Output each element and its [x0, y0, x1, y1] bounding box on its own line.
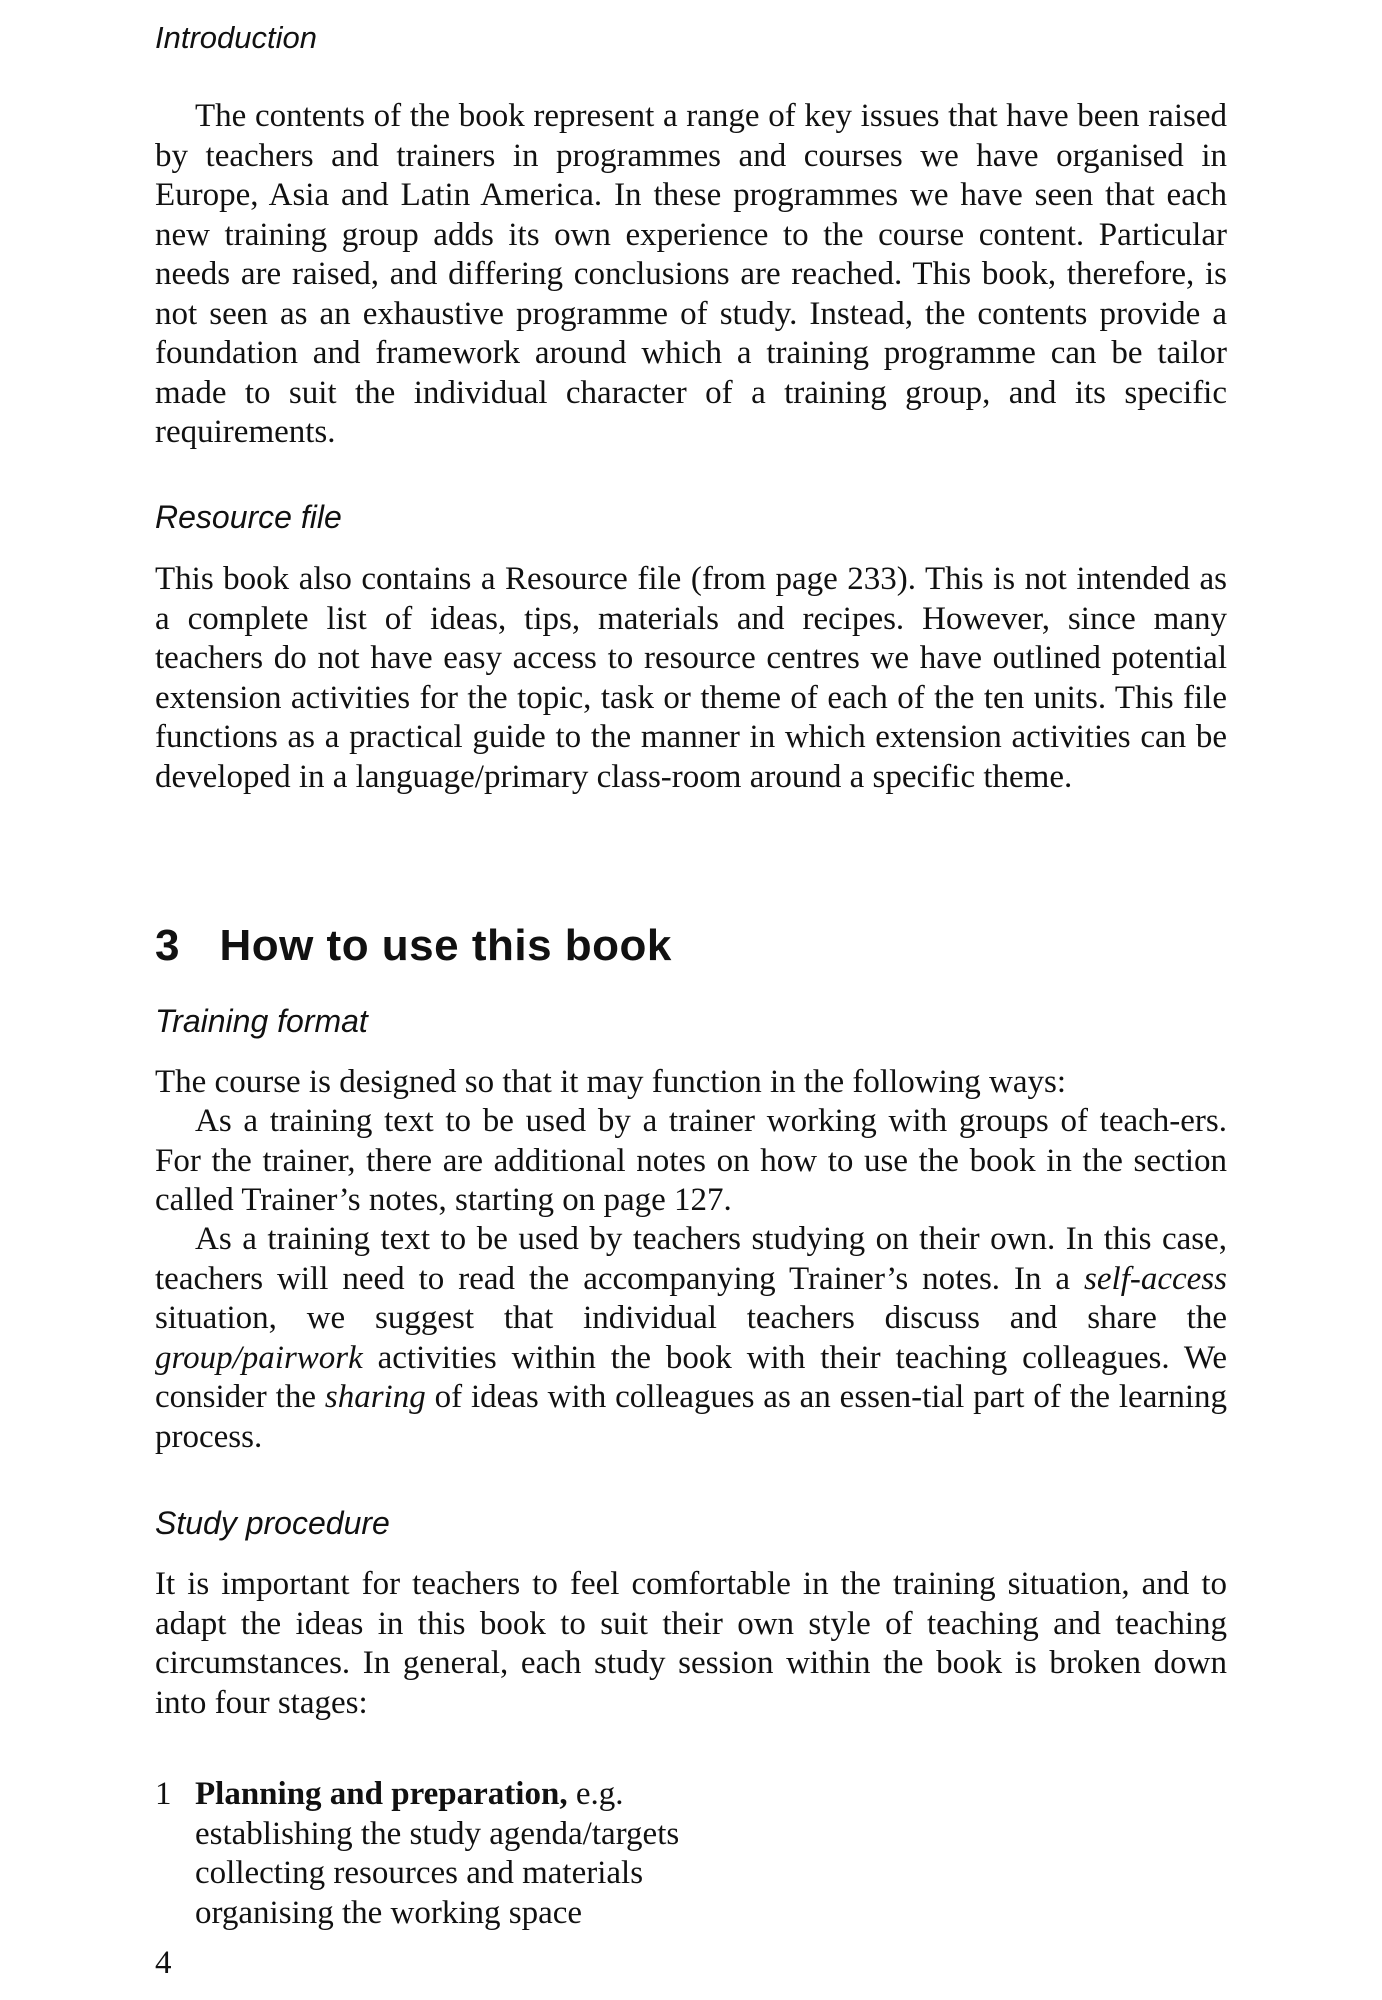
training-format-heading: Training format: [155, 1003, 368, 1039]
list-item-subline: collecting resources and materials: [195, 1855, 644, 1891]
section-title-text: How to use this book: [219, 921, 672, 970]
intro-paragraph: The contents of the book represent a range of key issues that have been raised by teachers and trainers in programmes and courses we have organised in Europe, Asia and Latin America. In these programmes we have seen that each new training group adds its own experience to the course content. Particular needs are raised, and differing conclusions are reached. This book, therefore, is not seen as an exhaustive programme of study. Instead, the contents provide a foundation and framework around which a training programme can be tailor made to suit the individual character of a training group, and its specific requirements.: [155, 98, 1227, 450]
section-number: 3: [155, 921, 180, 970]
resource-file-paragraph: This book also contains a Resource file (from page 233). This is not intended as a complete list of ideas, tips, materials and recipes. However, since many teachers do not have easy access to resource centres we have outlined potential extension activities for the topic, task or theme of each of the ten units. This file functions as a practical guide to the manner in which extension activities can be developed in a language/primary class-room around a specific theme.: [155, 561, 1227, 795]
list-item-title: Planning and preparation,: [195, 1776, 568, 1812]
study-procedure-paragraph: It is important for teachers to feel comfortable in the training situation, and to adapt the ideas in this book to suit their own style of teaching and teaching circumstances. In general, each study session within the book is broken down into four stages:: [155, 1566, 1227, 1721]
section-title: [155, 920, 672, 972]
page-number: 4: [155, 1945, 172, 1981]
emphasis-self-access: self-access: [1084, 1260, 1227, 1297]
emphasis-sharing: sharing: [324, 1379, 426, 1415]
list-item-subline: establishing the study agenda/targets: [195, 1815, 680, 1852]
para2-text-d: of ideas with colleagues as an essen-tial part of the learning process.: [155, 1379, 1228, 1455]
list-item-number: 1: [155, 1776, 172, 1812]
training-format-lead: The course is designed so that it may function in the following ways:: [155, 1064, 1066, 1100]
training-format-para-2: [155, 1220, 1227, 1457]
list-item-title-suffix: e.g.: [567, 1776, 624, 1812]
study-procedure-heading: Study procedure: [155, 1505, 390, 1541]
list-item-title-line: [195, 1775, 1227, 1815]
training-format-para-1: As a training text to be used by a trainer working with groups of teach-ers. For the trainer, there are additional notes on how to use the book in the section called Trainer’s notes, starting on page 127.: [155, 1103, 1227, 1218]
para2-text-b: situation, we suggest that individual teachers discuss and share the: [155, 1300, 1227, 1336]
list-item-body: [195, 1775, 1227, 1933]
emphasis-group-pairwork: group/pairwork: [155, 1339, 363, 1376]
resource-file-heading: Resource file: [155, 499, 342, 535]
list-item-subline: organising the working space: [195, 1894, 583, 1931]
para2-text-c: activities within the book with their teaching colleagues. We consider the: [155, 1339, 1227, 1415]
running-head: Introduction: [155, 20, 317, 55]
para2-text-a: As a training text to be used by teachers studying on their own. In this case, teachers will need to read the accompanying Trainer’s notes. In a: [155, 1221, 1227, 1297]
